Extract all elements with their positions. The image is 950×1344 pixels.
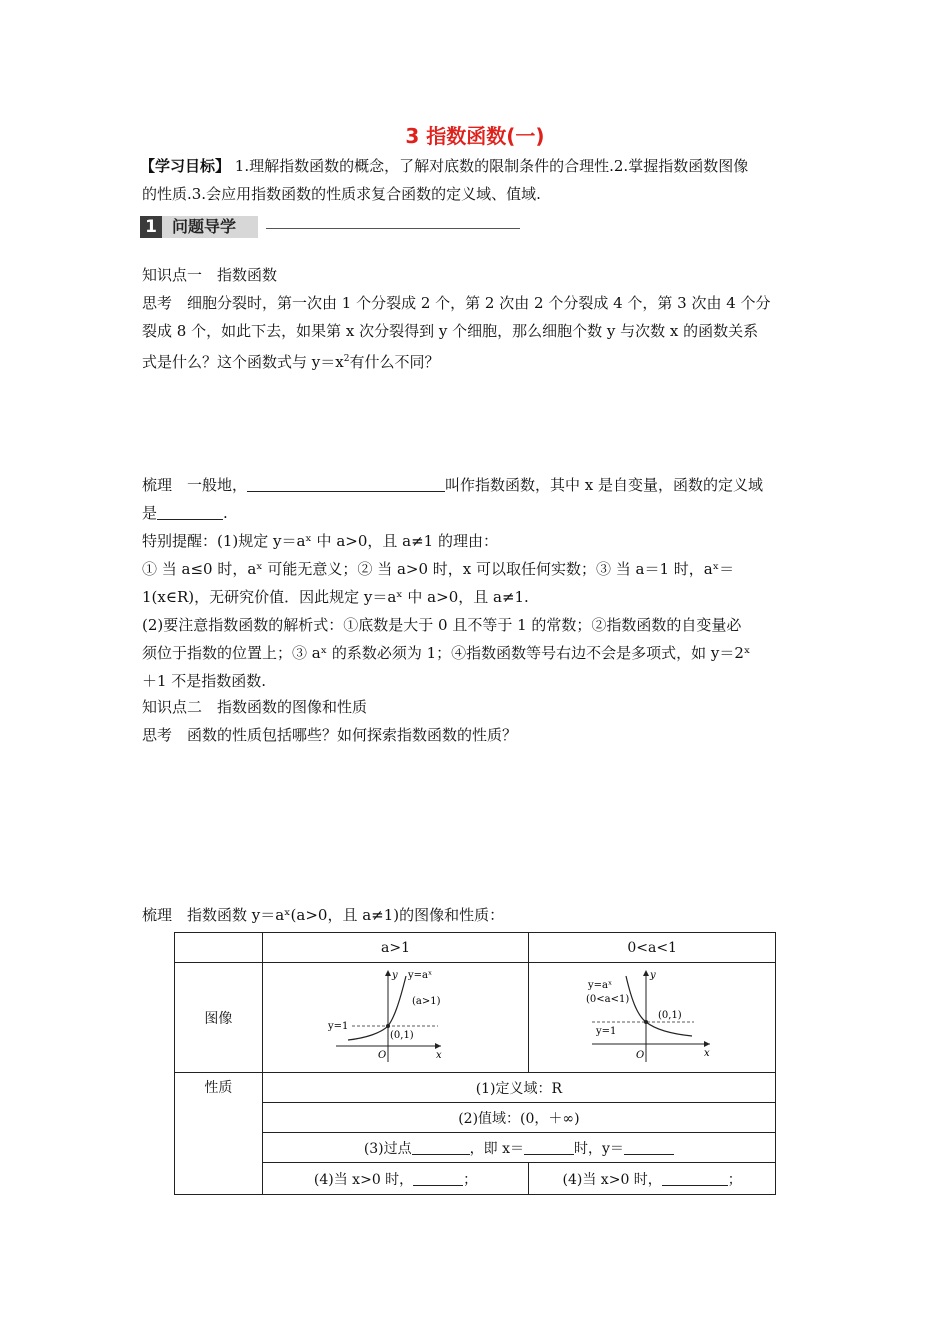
- note-line6: ＋1 不是指数函数.: [142, 672, 267, 690]
- x-axis-arrow: [435, 1043, 441, 1049]
- col-a-lt-1: 0<a<1: [529, 933, 776, 963]
- y-value-blank[interactable]: [624, 1138, 674, 1155]
- domain-blank[interactable]: [157, 503, 223, 520]
- origin-label: O: [636, 1049, 645, 1061]
- point-0-1: [386, 1024, 390, 1028]
- func-label: y=aˣ: [588, 979, 613, 991]
- exp-curve: [626, 976, 692, 1036]
- table-header-row: [175, 933, 776, 963]
- kp1-sort-text-d: .: [223, 504, 228, 522]
- kp1-heading: 知识点一 指数函数: [142, 266, 278, 284]
- origin-label: O: [377, 1049, 386, 1061]
- y1-label: y=1: [596, 1025, 617, 1037]
- point-label: (0,1): [658, 1009, 682, 1021]
- note-line2: ① 当 a≤0 时，aˣ 可能无意义；② 当 a>0 时，x 可以取任何实数；③ 当 a＝1 时，aˣ＝: [142, 560, 735, 578]
- objectives-text-1: 1.理解指数函数的概念，了解对底数的限制条件的合理性.2.掌握指数函数图像: [234, 157, 749, 175]
- prop3-text-b: ，即 x＝: [469, 1140, 525, 1157]
- section-label: 问题导学: [172, 217, 237, 236]
- col-a-gt-1: a>1: [262, 933, 529, 963]
- y-axis-label: y: [650, 969, 656, 981]
- kp2-heading: 知识点二 指数函数的图像和性质: [142, 698, 368, 716]
- properties-table: [174, 932, 776, 1195]
- section-number: 1: [140, 216, 162, 238]
- point-label: (0,1): [389, 1029, 414, 1041]
- definition-blank[interactable]: [247, 475, 445, 492]
- kp1-think-line3: [142, 347, 812, 374]
- y-axis-arrow: [643, 970, 649, 976]
- prop4-left-text: (4)当 x>0 时，: [313, 1171, 414, 1188]
- prop4-cell-right: [529, 1163, 776, 1195]
- objectives-text-2: 的性质.3.会应用指数函数的性质求复合函数的定义域、值域.: [142, 185, 541, 203]
- prop4-left-end: ；: [463, 1171, 478, 1188]
- func-label: y=aˣ: [407, 969, 432, 981]
- learning-objectives-line1: [140, 154, 810, 178]
- graph-cell-a-lt-1: [529, 963, 776, 1073]
- prop3-text-a: (3)过点: [363, 1140, 412, 1157]
- prop-range: (2)值域：(0，＋∞): [262, 1103, 775, 1133]
- prop-row-3: [175, 1133, 776, 1163]
- kp1-sort-line2: [142, 501, 812, 525]
- y1-label: y=1: [327, 1020, 348, 1032]
- graph-decreasing: [582, 966, 722, 1066]
- prop4-right-end: ；: [727, 1171, 742, 1188]
- prop-fixed-point: [262, 1133, 775, 1163]
- kp1-think-line3a: 式是什么？这个函数式与 y＝x: [142, 353, 344, 371]
- x-axis-label: x: [704, 1047, 710, 1059]
- note-line4: (2)要注意指数函数的解析式：①底数是大于 0 且不等于 1 的常数；②指数函数的自变量必: [142, 616, 742, 634]
- x-axis-arrow: [704, 1041, 710, 1047]
- prop3-text-c: 时，y＝: [574, 1140, 624, 1157]
- kp1-think-sup: 2: [343, 354, 350, 364]
- section-rule: [266, 228, 520, 229]
- kp1-sort-text-a: 梳理 一般地，: [142, 476, 248, 494]
- prop-domain: (1)定义域：R: [262, 1073, 775, 1103]
- kp1-sort-line1: [142, 473, 812, 497]
- table-corner-cell: [175, 933, 263, 963]
- kp1-think-line2: 裂成 8 个，如此下去，如果第 x 次分裂得到 y 个细胞，那么细胞个数 y 与次数 x 的函数关系: [142, 322, 759, 340]
- graph-cell-a-gt-1: [262, 963, 529, 1073]
- prop4-right-blank[interactable]: [662, 1169, 728, 1186]
- x-axis-label: x: [435, 1049, 442, 1061]
- section-header: [140, 216, 520, 238]
- prop-row-2: [175, 1103, 776, 1133]
- props-row-label: 性质: [175, 1073, 263, 1195]
- graph-row-label: 图像: [175, 963, 263, 1073]
- objectives-label: 【学习目标】: [140, 157, 231, 175]
- note-line3: 1(x∈R)，无研究价值．因此规定 y＝aˣ 中 a>0，且 a≠1.: [142, 588, 529, 606]
- kp1-think-line1: 思考 细胞分裂时，第一次由 1 个分裂成 2 个，第 2 次由 2 个分裂成 4 个，第 3 次由 4 个分: [142, 294, 771, 312]
- kp1-sort-text-c: 是: [142, 504, 158, 522]
- page-title: 3 指数函数(一): [405, 124, 545, 148]
- note-line1: 特别提醒：(1)规定 y＝aˣ 中 a>0，且 a≠1 的理由：: [142, 532, 498, 550]
- kp2-think: 思考 函数的性质包括哪些？如何探索指数函数的性质？: [142, 726, 518, 744]
- prop4-cell-left: [262, 1163, 529, 1195]
- graph-increasing: [326, 966, 466, 1066]
- prop4-left-blank[interactable]: [413, 1169, 463, 1186]
- prop-row-1: [175, 1073, 776, 1103]
- prop4-right-text: (4)当 x>0 时，: [562, 1171, 662, 1188]
- point-0-1: [644, 1020, 648, 1024]
- y-axis-label: y: [391, 969, 398, 981]
- kp1-sort-text-b: 叫作指数函数，其中 x 是自变量，函数的定义域: [445, 476, 764, 494]
- prop-row-4: [175, 1163, 776, 1195]
- point-blank[interactable]: [412, 1138, 470, 1155]
- table-graph-row: [175, 963, 776, 1073]
- cond-label: (0<a<1): [586, 993, 630, 1005]
- y-axis-arrow: [385, 970, 391, 976]
- x-value-blank[interactable]: [524, 1138, 574, 1155]
- kp2-sort: 梳理 指数函数 y＝aˣ(a>0，且 a≠1)的图像和性质：: [142, 906, 505, 924]
- kp1-think-line3b: 有什么不同？: [349, 353, 440, 371]
- note-line5: 须位于指数的位置上；③ aˣ 的系数必须为 1；④指数函数等号右边不会是多项式，如 y＝2ˣ: [142, 644, 751, 662]
- cond-label: (a>1): [411, 995, 441, 1007]
